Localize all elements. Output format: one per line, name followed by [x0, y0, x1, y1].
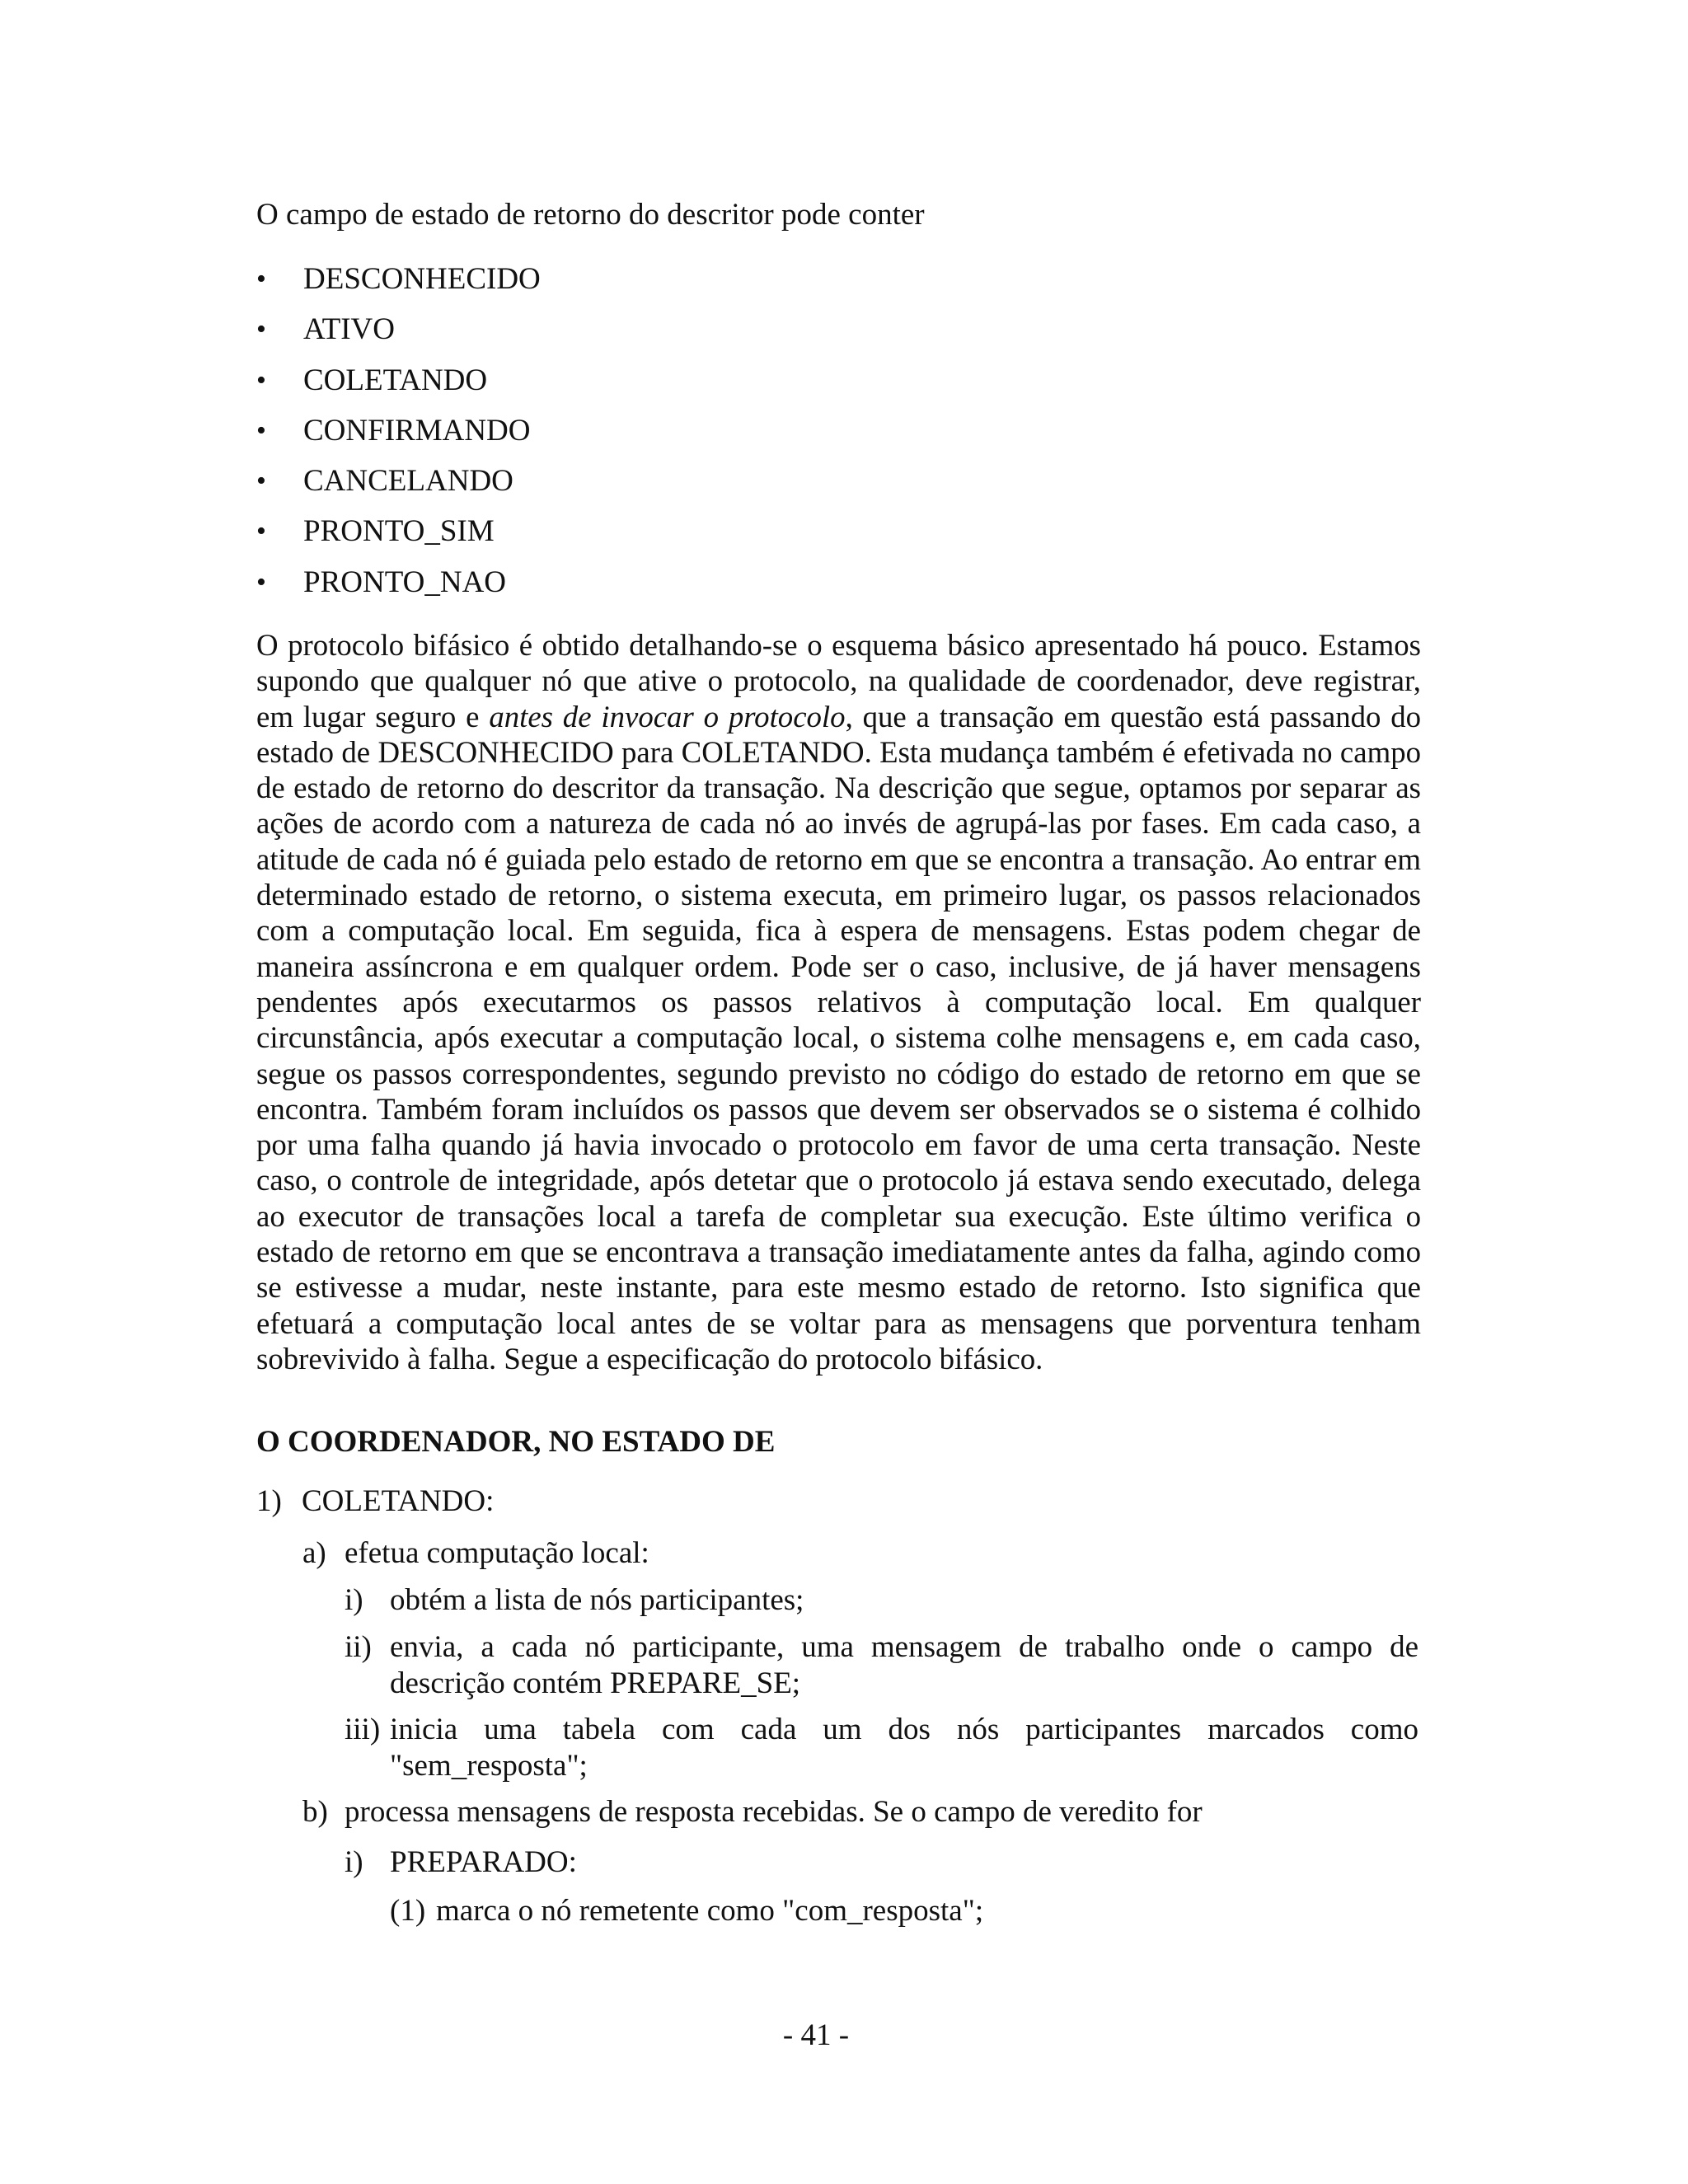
list-item — [256, 413, 1427, 463]
list-item — [256, 565, 1427, 615]
bullet-icon: • — [256, 466, 266, 497]
bullet-icon: • — [256, 264, 266, 294]
state-cancelando: CANCELANDO — [303, 464, 513, 499]
state-list — [256, 261, 1427, 615]
bullet-icon: • — [256, 314, 266, 345]
list-item — [256, 312, 1427, 362]
item-text: PREPARADO: — [390, 1845, 577, 1879]
item-number: b) — [302, 1795, 328, 1829]
item-text: envia, a cada nó participante, uma mensagem de trabalho onde o campo de descrição contém PREPARE_SE; — [390, 1630, 1418, 1700]
item-number: 1) — [256, 1484, 282, 1518]
spec-item-1 — [256, 1483, 1427, 1520]
bullet-icon: • — [256, 566, 266, 598]
spec-item-1a-ii — [345, 1629, 1427, 1702]
state-desconhecido: DESCONHECIDO — [303, 262, 541, 296]
intro-line: O campo de estado de retorno do descritor pode conter — [256, 198, 925, 232]
paragraph-text-start: O protocolo bifásico é obtido detalhando-se o esquema básico apresentado há pouco. Estamos supondo que qualquer nó que ative o protocolo, na qualidade de coordenador, deve registrar, em lugar seguro e — [256, 628, 1421, 733]
item-text: COLETANDO: — [302, 1484, 495, 1518]
item-text: efetua computação local: — [345, 1536, 649, 1570]
item-number: ii) — [345, 1630, 372, 1664]
spec-item-1a — [302, 1535, 1427, 1572]
item-number: iii) — [345, 1713, 381, 1746]
page-number: - 41 - — [782, 2018, 850, 2052]
section-heading: O COORDENADOR, NO ESTADO DE — [256, 1425, 776, 1459]
item-number: a) — [302, 1536, 326, 1570]
state-ativo: ATIVO — [303, 312, 395, 347]
item-text: obtém a lista de nós participantes; — [390, 1583, 804, 1617]
list-item — [256, 463, 1427, 513]
bullet-icon: • — [256, 516, 266, 547]
spec-item-1b-i — [345, 1844, 1427, 1881]
item-number: i) — [345, 1583, 363, 1617]
paragraph-text-end: , que a transação em questão está passando do estado de DESCONHECIDO para COLETANDO. Esta mudança também é efetivada no campo de estado de retorno do descritor da transação. Na descrição que segue, optamos por separar as ações de acordo com a natureza de cada nó ao invés de agrupá-las por fases. Em cada caso, a atitude de cada nó é guiada pelo estado de retorno em que se encontra a transação. Ao entrar em determinado estado de retorno, o sistema executa, em primeiro lugar, os passos relacionados com a computação local. Em seguida, fica à espera de mensagens. Estas podem chegar de maneira assíncrona e em qualquer ordem. Pode ser o caso, inclusive, de já haver mensagens pendentes após executarmos os passos relativos à computação local. Em qualquer circunstância, após executar a computação local, o sistema colhe mensagens e, em cada caso, segue os passos correspondentes, segundo previsto no código do estado de retorno em que se encontra. Também foram incluídos os passos que devem ser observados se o sistema é colhido por uma falha quando já havia invocado o protocolo em favor de uma certa transação. Neste caso, o controle de integridade, após detetar que o protocolo já estava sendo executado, delega ao executor de transações local a tarefa de completar sua execução. Este último verifica o estado de retorno em que se encontrava a transação imediatamente antes da falha, agindo como se estivesse a mudar, neste instante, para este mesmo estado de retorno. Isto significa que efetuará a computação local antes de se voltar para as mensagens que porventura tenham sobrevivido à falha. Segue a especificação do protocolo bifásico. — [256, 699, 1422, 1376]
state-coletando: COLETANDO — [303, 363, 488, 397]
item-number: i) — [345, 1845, 363, 1879]
list-item — [256, 513, 1427, 564]
body-paragraph — [256, 627, 1421, 1376]
list-item — [256, 363, 1427, 413]
spec-item-1b-i-1 — [390, 1893, 1427, 1929]
item-text: inicia uma tabela com cada um dos nós participantes marcados como "sem_resposta"; — [390, 1713, 1418, 1783]
spec-item-1a-i — [345, 1582, 1427, 1619]
spec-item-1a-iii — [345, 1712, 1427, 1784]
item-text: marca o nó remetente como "com_resposta"; — [436, 1894, 984, 1928]
state-confirmando: CONFIRMANDO — [303, 413, 531, 448]
bullet-icon: • — [256, 364, 266, 396]
state-pronto-sim: PRONTO_SIM — [303, 514, 495, 549]
spec-item-1b — [302, 1794, 1427, 1830]
list-item — [256, 261, 1427, 312]
item-text: processa mensagens de resposta recebidas. Se o campo de veredito for — [345, 1795, 1203, 1829]
bullet-icon: • — [256, 415, 266, 446]
paragraph-italic-phrase: antes de invocar o protocolo — [489, 699, 846, 733]
state-pronto-nao: PRONTO_NAO — [303, 565, 507, 599]
item-number: (1) — [390, 1894, 426, 1928]
